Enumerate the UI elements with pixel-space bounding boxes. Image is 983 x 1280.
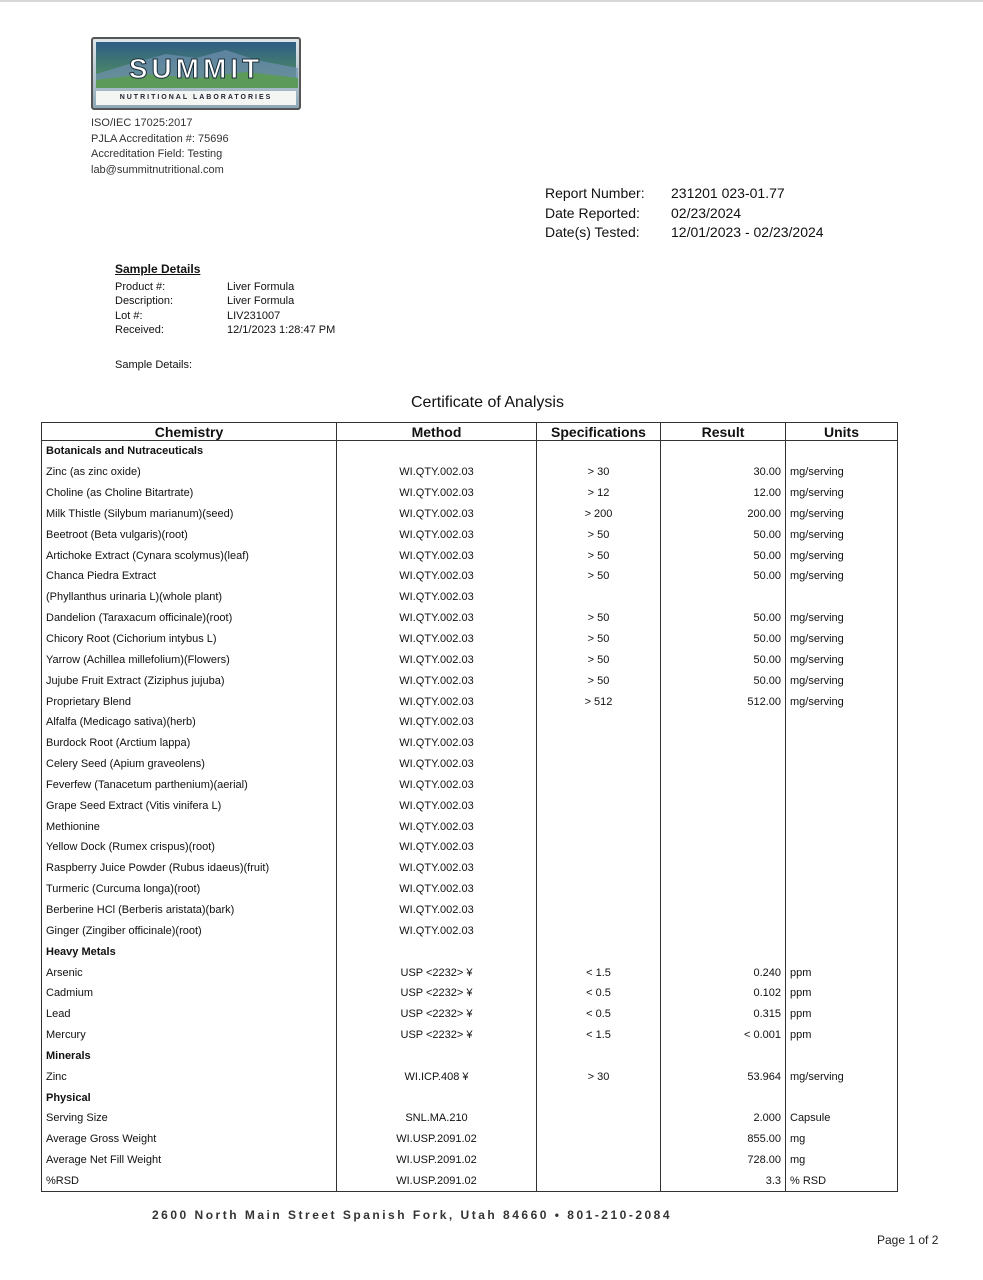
method-cell: WI.QTY.002.03 [337, 858, 537, 879]
method-cell: WI.QTY.002.03 [337, 670, 537, 691]
sample-field [115, 309, 335, 324]
result-cell: 50.00 [661, 629, 786, 650]
table-row [42, 545, 898, 566]
result-cell [661, 879, 786, 900]
report-value: 02/23/2024 [671, 204, 742, 221]
result-cell: 53.964 [661, 1066, 786, 1087]
logo-subtitle: NUTRITIONAL LABORATORIES [96, 91, 296, 105]
analyte-cell: Alfalfa (Medicago sativa)(herb) [42, 712, 337, 733]
units-cell: mg/serving [786, 524, 898, 545]
pjla-line: PJLA Accreditation #: 75696 [91, 132, 229, 145]
units-cell [786, 920, 898, 941]
sample-details-title: Sample Details [115, 262, 201, 276]
result-cell [661, 754, 786, 775]
units-cell: mg/serving [786, 504, 898, 525]
table-row [42, 1108, 898, 1129]
result-cell [661, 920, 786, 941]
empty-cell [786, 1045, 898, 1066]
sample-details-label: Sample Details: [115, 359, 193, 371]
units-cell [786, 754, 898, 775]
coa-title: Certificate of Analysis [411, 394, 564, 411]
section-row [42, 1087, 898, 1108]
iso-line: ISO/IEC 17025:2017 [91, 117, 193, 129]
method-cell: WI.QTY.002.03 [337, 775, 537, 796]
units-cell: mg/serving [786, 649, 898, 670]
analysis-table [41, 422, 898, 1192]
spec-cell [537, 920, 661, 941]
result-cell [661, 858, 786, 879]
spec-cell [537, 858, 661, 879]
result-cell: 3.3 [661, 1171, 786, 1192]
units-cell [786, 879, 898, 900]
table-row [42, 1150, 898, 1171]
result-cell: 512.00 [661, 691, 786, 712]
table-row [42, 587, 898, 608]
analyte-cell: Zinc (as zinc oxide) [42, 462, 337, 483]
field-value: 12/1/2023 1:28:47 PM [227, 324, 336, 337]
analyte-cell: Cadmium [42, 983, 337, 1004]
spec-cell: < 0.5 [537, 983, 661, 1004]
units-cell [786, 858, 898, 879]
report-value: 12/01/2023 - 02/23/2024 [671, 224, 824, 240]
empty-cell [537, 941, 661, 962]
empty-cell [786, 1087, 898, 1108]
table-row [42, 1171, 898, 1192]
method-cell: USP <2232> ¥ [337, 962, 537, 983]
method-cell: WI.ICP.408 ¥ [337, 1066, 537, 1087]
spec-cell: > 12 [537, 483, 661, 504]
report-info [545, 184, 824, 243]
result-cell: < 0.001 [661, 1025, 786, 1046]
units-cell: ppm [786, 983, 898, 1004]
analyte-cell: Feverfew (Tanacetum parthenium)(aerial) [42, 775, 337, 796]
units-cell: ppm [786, 962, 898, 983]
spec-cell [537, 1129, 661, 1150]
spec-cell [537, 900, 661, 921]
analyte-cell: %RSD [42, 1171, 337, 1192]
units-cell [786, 816, 898, 837]
method-cell: WI.QTY.002.03 [337, 879, 537, 900]
empty-cell [537, 1045, 661, 1066]
sample-field [115, 280, 335, 295]
analyte-cell: Dandelion (Taraxacum officinale)(root) [42, 608, 337, 629]
table-row [42, 566, 898, 587]
header-method: Method [337, 423, 537, 441]
units-cell: mg/serving [786, 1066, 898, 1087]
section-row [42, 1045, 898, 1066]
spec-cell [537, 775, 661, 796]
units-cell: mg/serving [786, 566, 898, 587]
units-cell [786, 837, 898, 858]
result-cell: 0.240 [661, 962, 786, 983]
spec-cell [537, 733, 661, 754]
empty-cell [537, 1087, 661, 1108]
table-row [42, 754, 898, 775]
section-label: Botanicals and Nutraceuticals [42, 441, 337, 462]
section-row [42, 441, 898, 462]
spec-cell: > 512 [537, 691, 661, 712]
table-row [42, 983, 898, 1004]
section-label: Physical [42, 1087, 337, 1108]
analyte-cell: Zinc [42, 1066, 337, 1087]
result-cell: 50.00 [661, 566, 786, 587]
spec-cell: > 50 [537, 608, 661, 629]
spec-cell: > 50 [537, 545, 661, 566]
header-chemistry: Chemistry [42, 423, 337, 441]
units-cell [786, 775, 898, 796]
table-row [42, 504, 898, 525]
method-cell: WI.QTY.002.03 [337, 712, 537, 733]
summit-logo [91, 37, 301, 110]
spec-cell [537, 795, 661, 816]
spec-cell [537, 816, 661, 837]
spec-cell: > 50 [537, 670, 661, 691]
units-cell: ppm [786, 1004, 898, 1025]
method-cell: WI.QTY.002.03 [337, 649, 537, 670]
units-cell: mg/serving [786, 483, 898, 504]
result-cell [661, 712, 786, 733]
empty-cell [786, 941, 898, 962]
units-cell: mg/serving [786, 691, 898, 712]
analyte-cell: Chanca Piedra Extract [42, 566, 337, 587]
method-cell: WI.QTY.002.03 [337, 629, 537, 650]
field-value: Liver Formula [227, 280, 295, 293]
empty-cell [337, 1045, 537, 1066]
table-row [42, 1066, 898, 1087]
method-cell: USP <2232> ¥ [337, 1004, 537, 1025]
result-cell [661, 587, 786, 608]
analyte-cell: Lead [42, 1004, 337, 1025]
report-number-row [545, 184, 824, 204]
result-cell: 50.00 [661, 608, 786, 629]
units-cell: mg/serving [786, 608, 898, 629]
method-cell: WI.QTY.002.03 [337, 545, 537, 566]
spec-cell: > 30 [537, 1066, 661, 1087]
method-cell: WI.QTY.002.03 [337, 920, 537, 941]
analyte-cell: Mercury [42, 1025, 337, 1046]
spec-cell: > 50 [537, 629, 661, 650]
field-line: Accreditation Field: Testing [91, 148, 223, 160]
table-body [42, 441, 898, 1192]
analyte-cell: Average Gross Weight [42, 1129, 337, 1150]
spec-cell: > 200 [537, 504, 661, 525]
analyte-cell: Milk Thistle (Silybum marianum)(seed) [42, 504, 337, 525]
field-value: Liver Formula [227, 295, 295, 308]
spec-cell: > 50 [537, 649, 661, 670]
empty-cell [537, 441, 661, 462]
analyte-cell: Methionine [42, 816, 337, 837]
sample-details [115, 262, 335, 338]
table-row [42, 649, 898, 670]
method-cell: WI.QTY.002.03 [337, 462, 537, 483]
table-row [42, 1129, 898, 1150]
table-row [42, 920, 898, 941]
table-row [42, 524, 898, 545]
analyte-cell: Chicory Root (Cichorium intybus L) [42, 629, 337, 650]
method-cell: WI.QTY.002.03 [337, 608, 537, 629]
field-label: Lot #: [115, 309, 143, 322]
method-cell: WI.QTY.002.03 [337, 795, 537, 816]
units-cell: mg/serving [786, 545, 898, 566]
result-cell: 200.00 [661, 504, 786, 525]
result-cell: 0.315 [661, 1004, 786, 1025]
result-cell [661, 900, 786, 921]
sample-field [115, 294, 335, 309]
top-border [0, 0, 983, 2]
table-row [42, 483, 898, 504]
table-row [42, 962, 898, 983]
method-cell: WI.USP.2091.02 [337, 1129, 537, 1150]
spec-cell [537, 879, 661, 900]
result-cell: 50.00 [661, 545, 786, 566]
logo-brand: SUMMIT [128, 53, 264, 84]
analyte-cell: Raspberry Juice Powder (Rubus idaeus)(fruit) [42, 858, 337, 879]
field-label: Description: [115, 295, 174, 308]
method-cell: WI.QTY.002.03 [337, 900, 537, 921]
table-row [42, 608, 898, 629]
spec-cell: > 30 [537, 462, 661, 483]
method-cell: WI.QTY.002.03 [337, 816, 537, 837]
analyte-cell: (Phyllanthus urinaria L)(whole plant) [42, 587, 337, 608]
result-cell: 728.00 [661, 1150, 786, 1171]
table-row [42, 733, 898, 754]
report-value: 231201 023-01.77 [671, 185, 785, 201]
header-specifications: Specifications [537, 423, 661, 441]
units-cell [786, 587, 898, 608]
empty-cell [661, 941, 786, 962]
table-row [42, 900, 898, 921]
field-label: Product #: [115, 280, 166, 293]
method-cell: WI.QTY.002.03 [337, 754, 537, 775]
units-cell [786, 900, 898, 921]
footer-address: 2600 North Main Street Spanish Fork, Utah 84660 • 801-210-2084 [152, 1208, 673, 1222]
accreditation-block [91, 116, 229, 178]
result-cell: 12.00 [661, 483, 786, 504]
spec-cell [537, 587, 661, 608]
analyte-cell: Serving Size [42, 1108, 337, 1129]
result-cell: 855.00 [661, 1129, 786, 1150]
analyte-cell: Artichoke Extract (Cynara scolymus)(leaf) [42, 545, 337, 566]
result-cell: 50.00 [661, 670, 786, 691]
table-row [42, 462, 898, 483]
analyte-cell: Arsenic [42, 962, 337, 983]
units-cell: % RSD [786, 1171, 898, 1192]
units-cell: mg [786, 1129, 898, 1150]
table-row [42, 775, 898, 796]
section-row [42, 941, 898, 962]
report-label: Date Reported: [545, 204, 640, 221]
result-cell: 30.00 [661, 462, 786, 483]
empty-cell [786, 441, 898, 462]
analyte-cell: Beetroot (Beta vulgaris)(root) [42, 524, 337, 545]
units-cell [786, 795, 898, 816]
units-cell [786, 733, 898, 754]
sample-field [115, 323, 335, 338]
spec-cell [537, 837, 661, 858]
method-cell: WI.QTY.002.03 [337, 524, 537, 545]
analyte-cell: Proprietary Blend [42, 691, 337, 712]
method-cell: WI.QTY.002.03 [337, 837, 537, 858]
table-row [42, 1004, 898, 1025]
units-cell: ppm [786, 1025, 898, 1046]
spec-cell [537, 712, 661, 733]
analyte-cell: Average Net Fill Weight [42, 1150, 337, 1171]
method-cell: USP <2232> ¥ [337, 983, 537, 1004]
method-cell: WI.QTY.002.03 [337, 733, 537, 754]
result-cell: 50.00 [661, 649, 786, 670]
result-cell: 0.102 [661, 983, 786, 1004]
units-cell: Capsule [786, 1108, 898, 1129]
empty-cell [337, 941, 537, 962]
spec-cell: < 1.5 [537, 1025, 661, 1046]
table-row [42, 816, 898, 837]
table-row [42, 1025, 898, 1046]
units-cell: mg/serving [786, 462, 898, 483]
method-cell: WI.QTY.002.03 [337, 691, 537, 712]
method-cell: WI.USP.2091.02 [337, 1171, 537, 1192]
result-cell: 2.000 [661, 1108, 786, 1129]
table-row [42, 691, 898, 712]
empty-cell [661, 441, 786, 462]
method-cell: WI.QTY.002.03 [337, 566, 537, 587]
spec-cell: < 0.5 [537, 1004, 661, 1025]
analyte-cell: Celery Seed (Apium graveolens) [42, 754, 337, 775]
header-units: Units [786, 423, 898, 441]
analyte-cell: Yarrow (Achillea millefolium)(Flowers) [42, 649, 337, 670]
analyte-cell: Berberine HCl (Berberis aristata)(bark) [42, 900, 337, 921]
spec-cell [537, 1108, 661, 1129]
email-line: lab@summitnutritional.com [91, 163, 224, 176]
method-cell: WI.QTY.002.03 [337, 587, 537, 608]
table-row [42, 712, 898, 733]
result-cell: 50.00 [661, 524, 786, 545]
report-label: Report Number: [545, 185, 645, 201]
units-cell: mg [786, 1150, 898, 1171]
table-header-row [42, 423, 898, 441]
spec-cell [537, 1171, 661, 1192]
date-reported-row [545, 204, 824, 224]
table-row [42, 837, 898, 858]
analyte-cell: Burdock Root (Arctium lappa) [42, 733, 337, 754]
analyte-cell: Yellow Dock (Rumex crispus)(root) [42, 837, 337, 858]
empty-cell [337, 1087, 537, 1108]
units-cell: mg/serving [786, 670, 898, 691]
spec-cell [537, 754, 661, 775]
table-row [42, 629, 898, 650]
header-result: Result [661, 423, 786, 441]
spec-cell: > 50 [537, 566, 661, 587]
method-cell: WI.QTY.002.03 [337, 483, 537, 504]
analyte-cell: Ginger (Zingiber officinale)(root) [42, 920, 337, 941]
spec-cell [537, 1150, 661, 1171]
section-label: Minerals [42, 1045, 337, 1066]
units-cell [786, 712, 898, 733]
table-row [42, 858, 898, 879]
spec-cell: > 50 [537, 524, 661, 545]
dates-tested-row [545, 223, 824, 243]
empty-cell [661, 1045, 786, 1066]
field-label: Received: [115, 324, 164, 337]
empty-cell [337, 441, 537, 462]
method-cell: WI.QTY.002.03 [337, 504, 537, 525]
result-cell [661, 733, 786, 754]
method-cell: WI.USP.2091.02 [337, 1150, 537, 1171]
field-value: LIV231007 [227, 309, 281, 322]
result-cell [661, 816, 786, 837]
table-row [42, 670, 898, 691]
method-cell: USP <2232> ¥ [337, 1025, 537, 1046]
result-cell [661, 775, 786, 796]
report-label: Date(s) Tested: [545, 224, 640, 240]
analyte-cell: Jujube Fruit Extract (Ziziphus jujuba) [42, 670, 337, 691]
empty-cell [661, 1087, 786, 1108]
section-label: Heavy Metals [42, 941, 337, 962]
analyte-cell: Grape Seed Extract (Vitis vinifera L) [42, 795, 337, 816]
table-row [42, 795, 898, 816]
result-cell [661, 795, 786, 816]
units-cell: mg/serving [786, 629, 898, 650]
method-cell: SNL.MA.210 [337, 1108, 537, 1129]
analyte-cell: Turmeric (Curcuma longa)(root) [42, 879, 337, 900]
table-row [42, 879, 898, 900]
result-cell [661, 837, 786, 858]
page-number: Page 1 of 2 [877, 1233, 939, 1247]
spec-cell: < 1.5 [537, 962, 661, 983]
analyte-cell: Choline (as Choline Bitartrate) [42, 483, 337, 504]
